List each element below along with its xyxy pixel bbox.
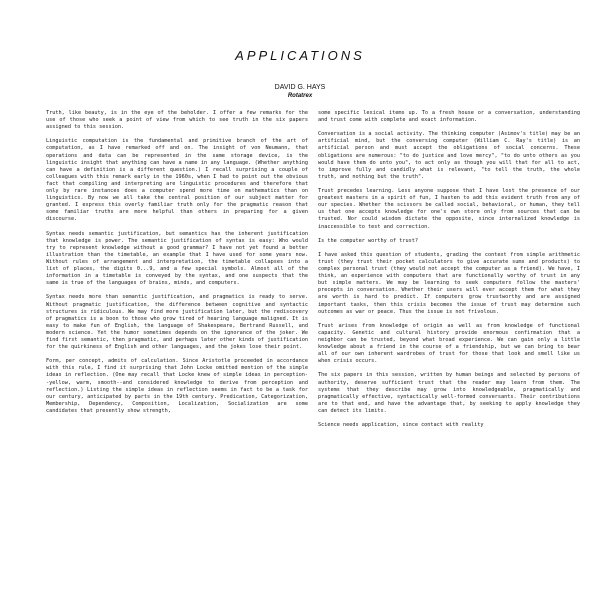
paragraph: Truth, like beauty, is in the eye of the beholder. I offer a few remarks for the use of those who seek a point of view from which to see truth in the six papers assigned to this session. <box>46 110 308 131</box>
paragraph: I have asked this question of students, grading the context from simple arithmetic trust (they trust their pocket calculators to give accurate sums and products) to complex personal trust (they would not accept the computer as a friend). We have, I think, an experience with computers that are functionally worthy of trust in any but simple matters. We may be learning to seek computers follow the masters' precepts in conversation. Whether their users will ever accept them for what they are worth is hard to predict. If computers grow trustworthy and are assigned important tasks, then this crisis becomes the issue of trust may determine such outcomes as war or peace. Thus the issue is not frivolous. <box>318 251 580 315</box>
paragraph: Syntax needs semantic justification, but semantics has the inherent justification that knowledge is power. The semantic justification of syntax is easy: Who would try to represent knowledge without a good grammar? I have not yet found a better illustration than the timetable, an example that I have used for some years now. Without rules of arrangement and interpretation, the timetable collapses into a list of places, the digits 0...9, and a few special symbols. Almost all of the information in a timetable is conveyed by the syntax, and one suspects that the same is true of the languages of brains, minds, and computers. <box>46 230 308 287</box>
paragraph: Trust precedes learning. Less anyone suppose that I have lost the presence of our greatest masters in a spirit of fun, I hasten to add this evident truth from any of our species. Whether the scissors be called social, behavioral, or human, they tell us that one accepts knowledge for one's own store only from sources that can be trusted. Nor could wisdom dictate the opposite, since internalized knowledge is inaccessible to test and correction. <box>318 188 580 230</box>
paragraph: Linguistic computation is the fundamental and primitive branch of the art of computation, as I have remarked off and on. The insight of von Neumann, that operations and data can be represented in the same storage device, is the linguistic insight that anything can have a name in any language. (Whether anything can have a definition is a different question.) I recall surprising a couple of colleagues with this remark early in the 1960s, when I had to point out the obvious fact that compiling and interpreting are linguistic procedures and therefore that only by rare instances does a computer spend more time on mathematics than on linguistics. By now we all take the central position of our subject matter for granted. I express this overly familiar truth only for the pragmatic reason that some familiar truths are more helpful than others in preparing for a given discourse. <box>46 138 308 223</box>
paragraph: The six papers in this session, written by human beings and selected by persons of authority, deserve sufficient trust that the reader may learn from them. The systems that they describe may grow into knowledgeable, pragmatically and pragmatically effective, syntactically well-formed conversants. Their contributions are to that end, and have the advantage that, by seeking to apply knowledge they can detect its limits. <box>318 372 580 414</box>
paragraph: Trust arises from knowledge of origin as well as from knowledge of functional capacity. Genetic and cultural history provide enormous confirmation that a neighbor can be trusted, beyond what broad experience. We can gain only a little knowledge about a friend in the course of a friendship, but we can bring to bear all of our own inherent wardrobes of trust for those that look and smell like us when crisis occurs. <box>318 322 580 365</box>
author-name: DAVID G. HAYS <box>274 84 326 91</box>
right-column <box>318 110 580 600</box>
paragraph: Conversation is a social activity. The thinking computer (Asimov's title) may be an artificial mind, but the conversing computer (William C. Ray's title) is an artificial person and must accept the obligations of social concerns. These obligations are numerous: "to do justice and love mercy", "to do unto others as you would have them do unto you", to act only as though you will that for all to act, to improve fully and candidly what is relevant, "to tell the truth, the whole truth, and nothing but the truth". <box>318 131 580 180</box>
paragraph: Form, per concept, admits of calculation. Since Aristotle proceeded in accordance with this rule, I find it surprising that John Locke omitted mention of the simple ideas in reflection. (One may recall that Locke knew of simple ideas in perception--yellow, warm, smooth--and considered knowledge to derive from perception and reflection.) Listing the simple ideas in reflection seems in fact to be a task for our century, anticipated by parts in the 19th century. Predication, Categorization, Membership, Dependency, Composition, Localization, Socialization are some candidates that presently show strength, <box>46 358 308 414</box>
paragraph: some specific lexical items up. To a fresh house or a conversation, understanding and trust come with complete and exact information. <box>318 110 580 124</box>
paragraph: Syntax needs more than semantic justification, and pragmatics is ready to serve. Without pragmatic justification, the difference between cognitive and syntactic structures is ridiculous. We may find more justification later, but the rediscovery of pragmatics is a boon to those who grow tired of hearing language maligned. It is easy to make fun of English, the language of Shakespeare, Bertrand Russell, and modern science. Yet the humor sometimes depends on the ignorance of the joker. We find first semantic, then pragmatic, and perhaps later other kinds of justification for the quirkiness of English and other languages, and the jokes lose their point. <box>46 294 308 351</box>
author-role: Rotatrex <box>287 93 313 99</box>
section-title: APPLICATIONS <box>235 48 365 63</box>
paragraph: Science needs application, since contact with reality <box>318 422 484 429</box>
question-line: Is the computer worthy of trust? <box>318 237 418 244</box>
left-column <box>46 110 308 600</box>
